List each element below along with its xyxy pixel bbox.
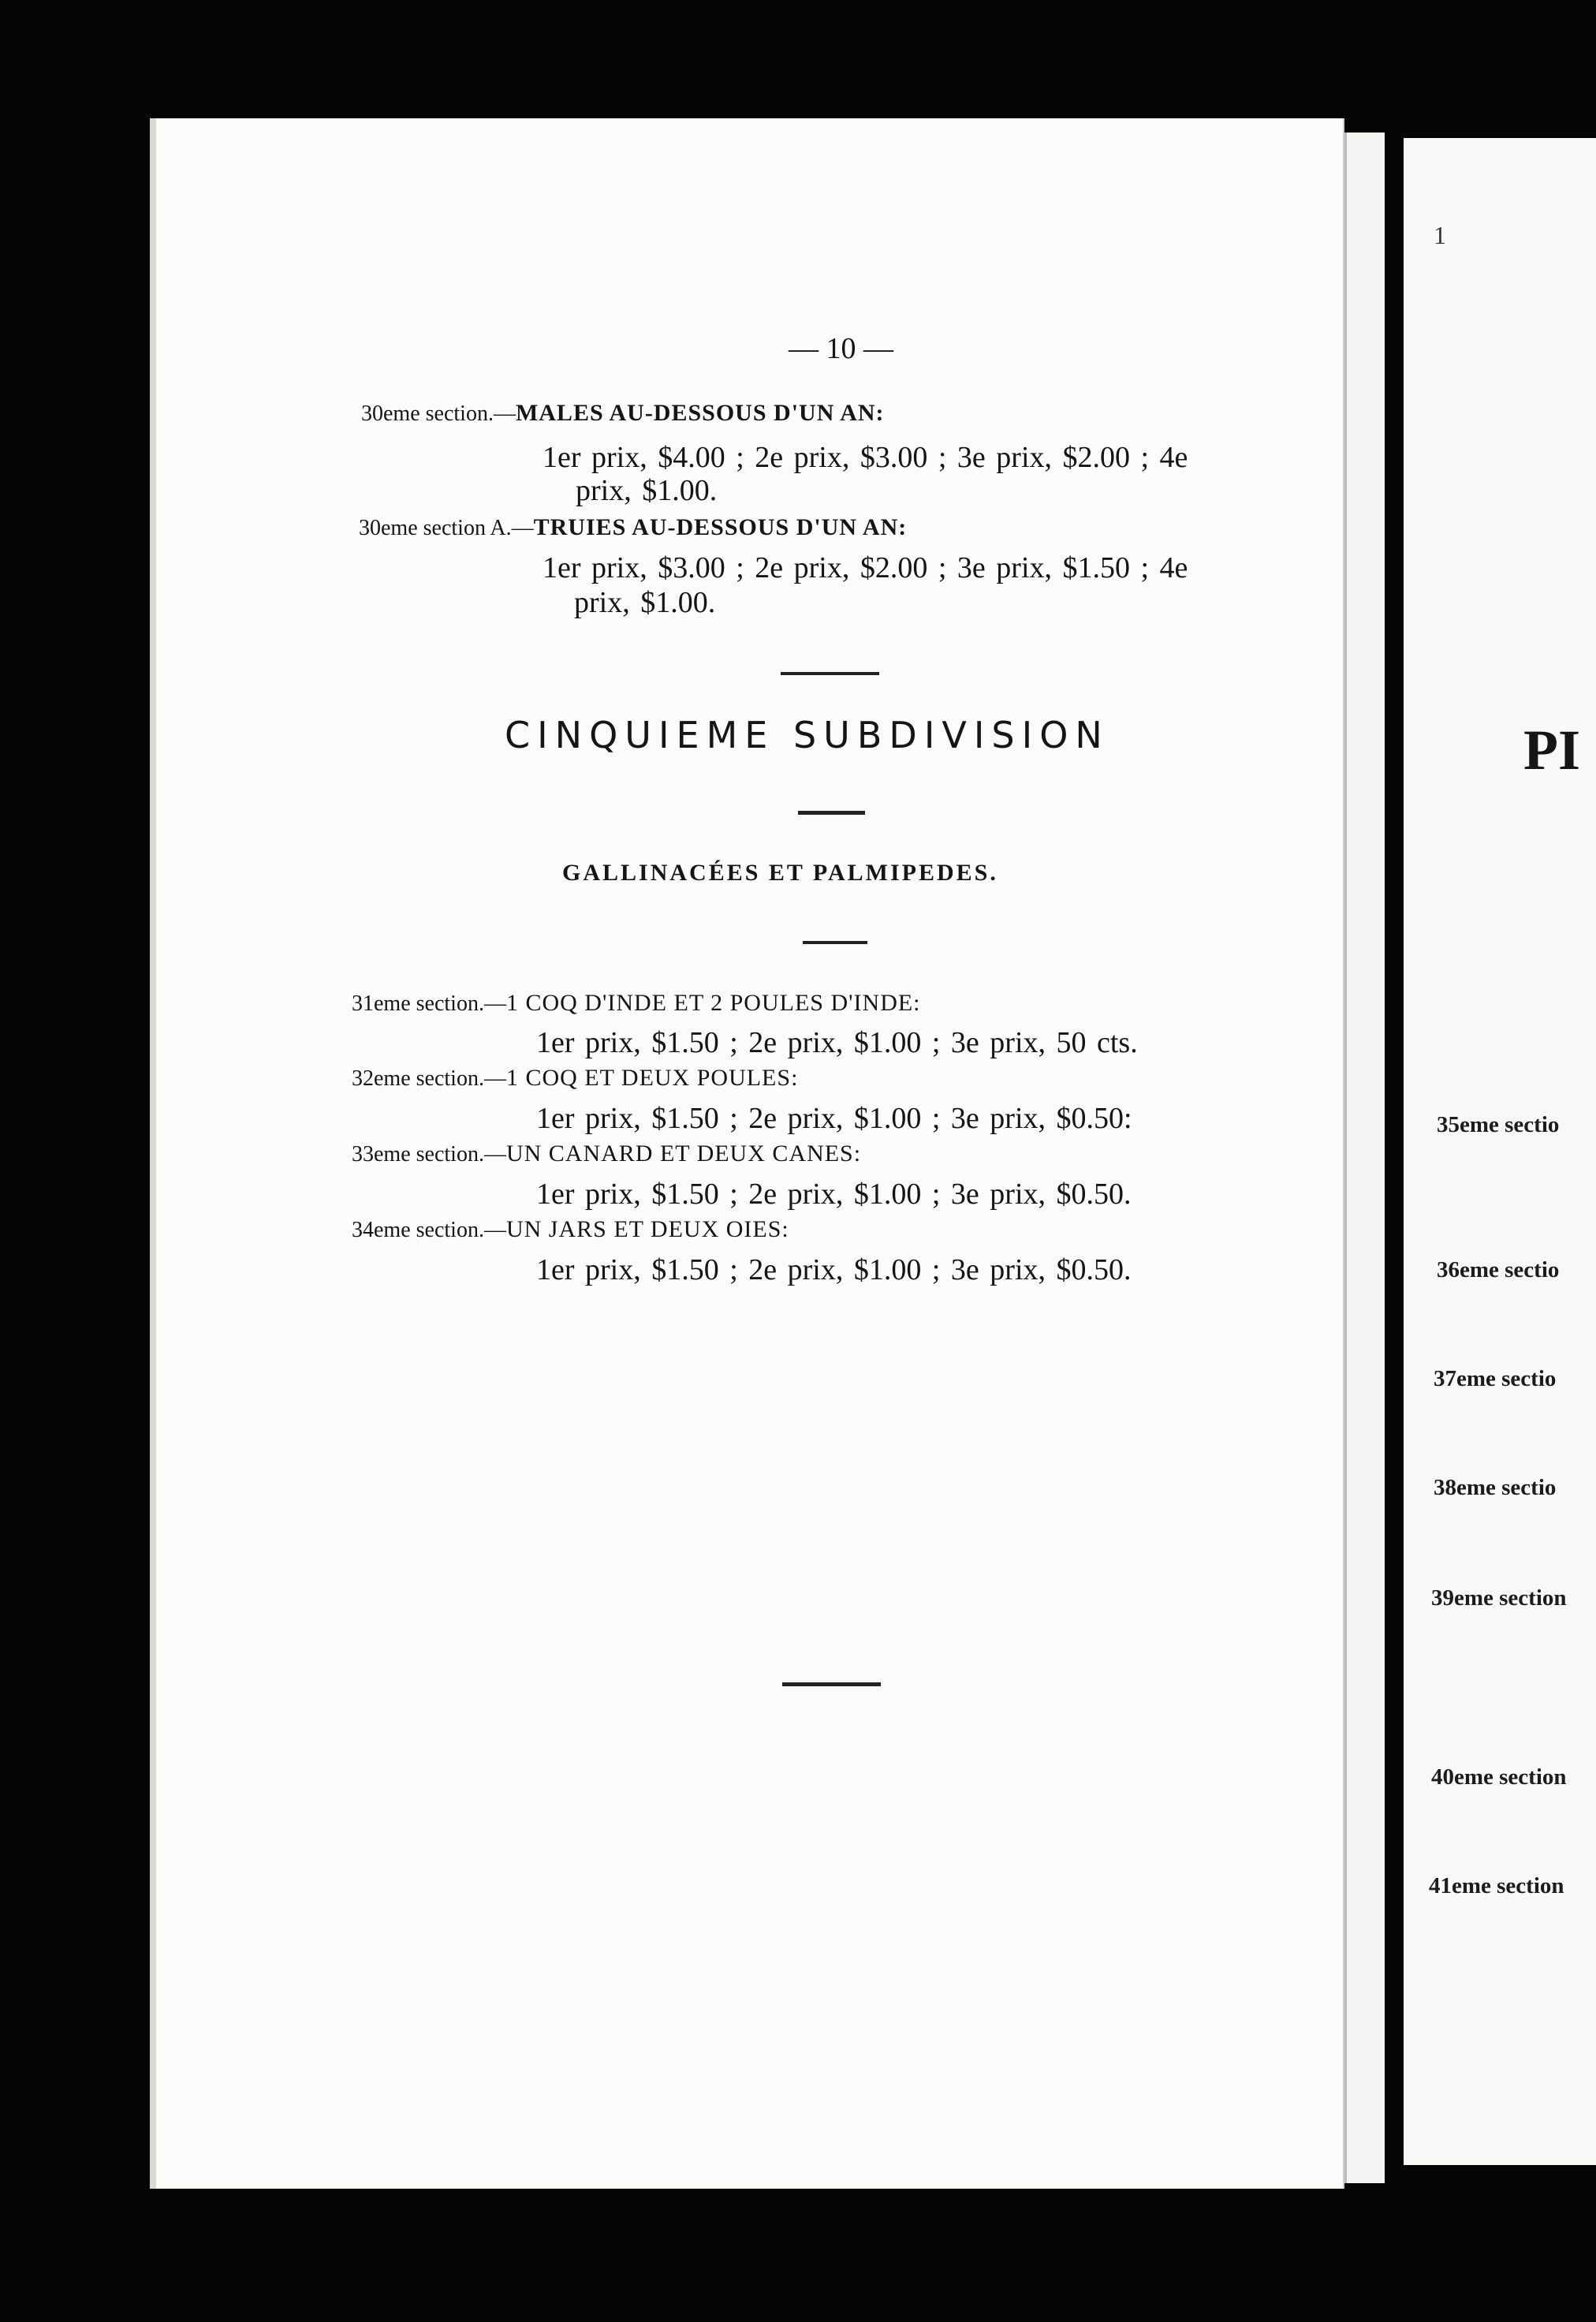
section-30-prizes-line2: prix, $1.00. [576,474,718,507]
section-30a-heading [359,514,907,541]
section-30a-prizes-line2: prix, $1.00. [574,586,716,619]
section-32-title: 1 COQ ET DEUX POULES: [505,1065,799,1091]
section-32-prizes: 1er prix, $1.50 ; 2e prix, $1.00 ; 3e prix, $0.50: [536,1102,1132,1135]
page-gutter [1344,133,1385,2183]
right-page-top-mark: 1 [1434,221,1446,249]
section-30-title: MALES AU-DESSOUS D'UN AN: [515,400,885,426]
section-33-prizes: 1er prix, $1.50 ; 2e prix, $1.00 ; 3e prix, $0.50. [536,1178,1132,1211]
section-30a-label: 30eme section A.— [359,516,534,540]
section-30-prizes-line1: 1er prix, $4.00 ; 2e prix, $3.00 ; 3e prix, $2.00 ; 4e [543,441,1188,474]
section-33-title: UN CANARD ET DEUX CANES: [505,1140,862,1167]
section-31-label: 31eme section.— [352,991,506,1016]
section-34-label: 34eme section.— [352,1218,506,1242]
section-34-title: UN JARS ET DEUX OIES: [505,1216,789,1242]
right-section-39-label: 39eme section [1431,1585,1567,1611]
section-30a-title: TRUIES AU-DESSOUS D'UN AN: [533,514,908,540]
section-31-title: 1 COQ D'INDE ET 2 POULES D'INDE: [505,990,921,1016]
divider-rule-3 [803,941,867,944]
section-30-label: 30eme section.— [361,401,516,426]
section-31-prizes: 1er prix, $1.50 ; 2e prix, $1.00 ; 3e prix, 50 cts. [536,1026,1138,1059]
section-34-heading [352,1216,789,1243]
section-34-prizes: 1er prix, $1.50 ; 2e prix, $1.00 ; 3e prix, $0.50. [536,1253,1132,1286]
section-30-heading [361,400,885,427]
right-section-41-label: 41eme section [1429,1873,1564,1898]
right-section-40-label: 40eme section [1431,1764,1567,1790]
divider-rule-1 [781,672,879,675]
right-section-35-label: 35eme sectio [1437,1112,1560,1137]
subdivision-title: CINQUIEME SUBDIVISION [505,714,1109,756]
section-31-heading [352,990,921,1017]
section-33-heading [352,1140,861,1167]
end-rule [782,1682,881,1686]
section-32-heading [352,1065,798,1092]
right-section-38-label: 38eme sectio [1434,1475,1557,1500]
right-page [1404,138,1596,2165]
divider-rule-2 [798,811,865,815]
page-number: — 10 — [789,332,893,365]
section-30a-prizes-line1: 1er prix, $3.00 ; 2e prix, $2.00 ; 3e prix, $1.50 ; 4e [543,551,1188,584]
section-33-label: 33eme section.— [352,1142,506,1167]
section-32-label: 32eme section.— [352,1066,506,1091]
right-page-heading-fragment: PI [1523,719,1580,782]
subdivision-subtitle: GALLINACÉES ET PALMIPEDES. [562,860,998,886]
right-section-37-label: 37eme sectio [1434,1366,1557,1391]
right-section-36-label: 36eme sectio [1437,1257,1560,1282]
